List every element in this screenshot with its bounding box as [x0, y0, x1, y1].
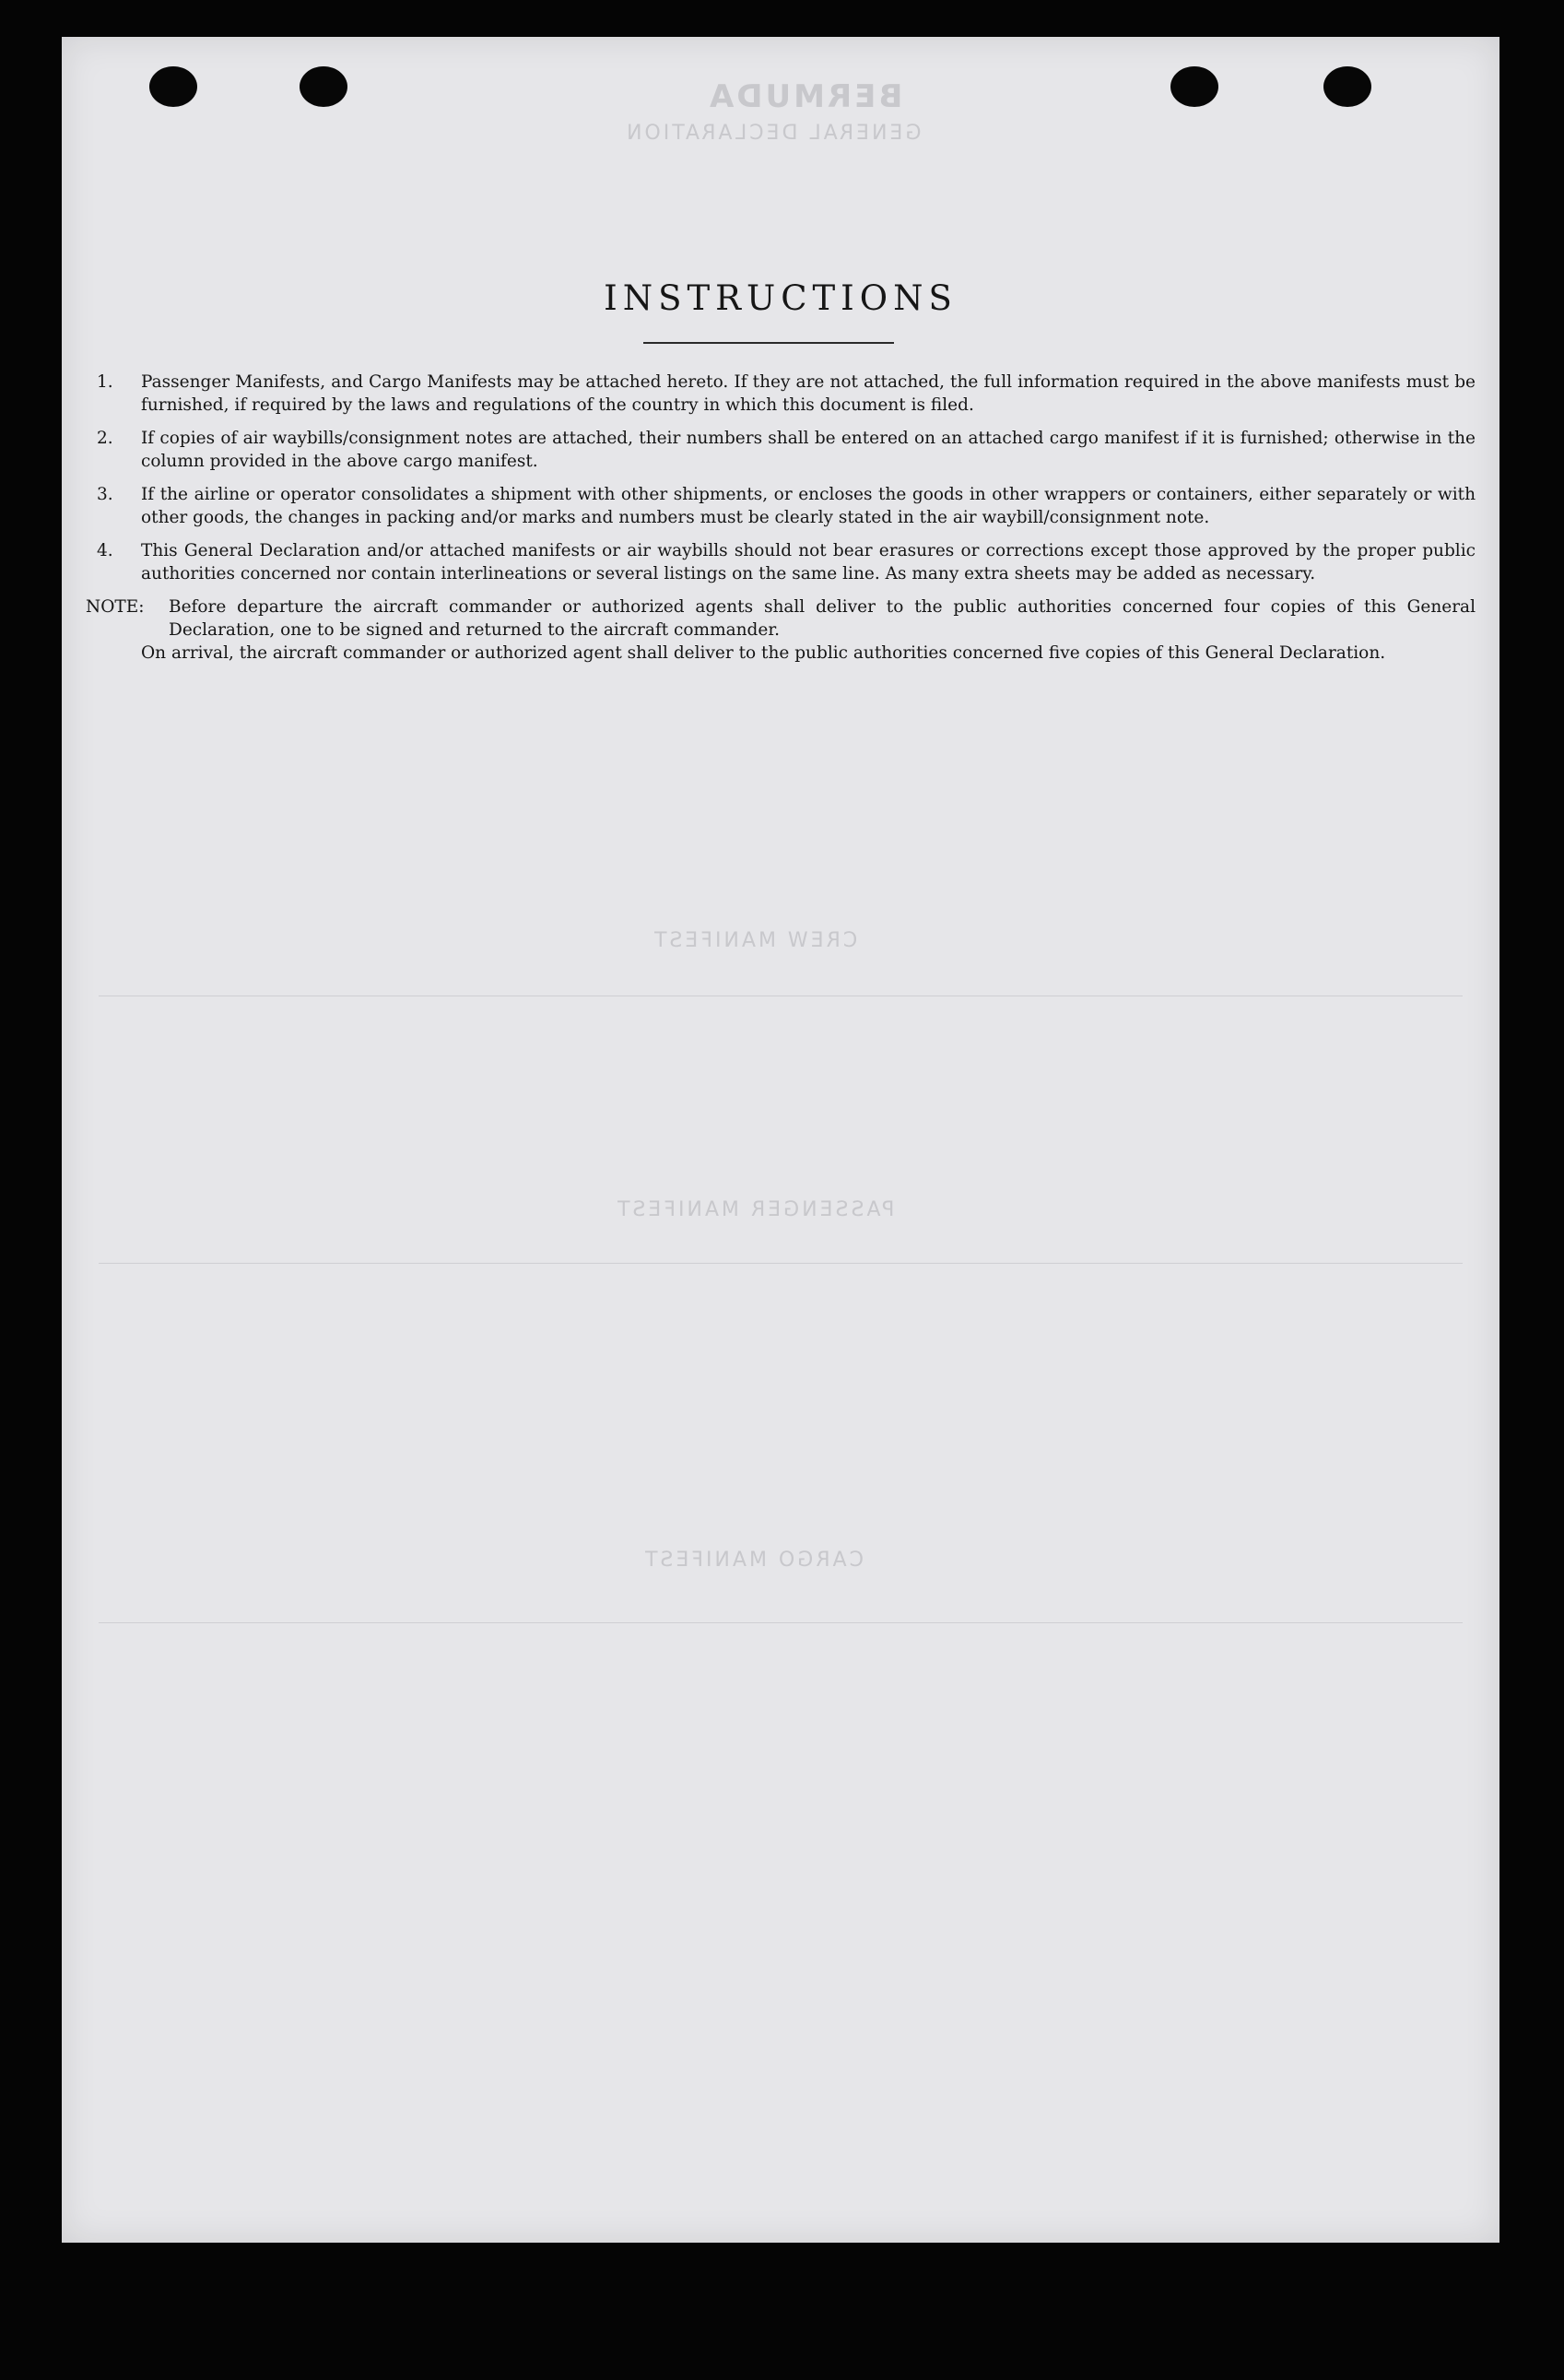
show-through-subtitle: GENERAL DECLARATION	[624, 122, 922, 145]
title-underline	[643, 342, 894, 344]
item-text: This General Declaration and/or attached manifests or air waybills should not bear erasures or corrections except those approved by the proper public authorities concerned nor contain interlineations or several listings on the same line. As many extra sheets may be added as necessary.	[141, 541, 1476, 583]
item-text: If the airline or operator consolidates a shipment with other shipments, or encloses the goods in other wrappers or containers, either separately or with other goods, the changes in packing and/or marks and numbers must be clearly stated in the air waybill/consignment note.	[141, 485, 1476, 527]
note-label: NOTE:	[86, 597, 145, 617]
instruction-item	[86, 539, 1476, 585]
punch-hole-3	[1170, 66, 1218, 107]
show-through-title: BERMUDA	[707, 78, 903, 115]
item-text: Passenger Manifests, and Cargo Manifests may be attached hereto. If they are not attached, the full information required in the above manifests must be furnished, if required by the laws and regulations of the country in which this document is filed.	[141, 372, 1476, 415]
item-text: If copies of air waybills/consignment notes are attached, their numbers shall be entered on an attached cargo manifest if it is furnished; otherwise in the column provided in the above cargo manifest.	[141, 429, 1476, 471]
punch-hole-1	[149, 66, 197, 107]
instruction-item	[86, 483, 1476, 529]
instructions-list	[86, 371, 1476, 665]
punch-hole-4	[1323, 66, 1371, 107]
page-title: INSTRUCTIONS	[604, 278, 958, 318]
note-para-departure: Before departure the aircraft commander or authorized agents shall deliver to the public authorities concerned four copies of this General Declaration, one to be signed and returned to the aircraft commander.	[169, 597, 1476, 640]
show-through-rule	[99, 1263, 1463, 1264]
show-through-rule	[99, 1622, 1463, 1623]
note-block	[86, 595, 1476, 642]
item-number: 3.	[97, 485, 113, 504]
show-through-crew: CREW MANIFEST	[652, 929, 858, 952]
instruction-item	[86, 427, 1476, 473]
item-number: 1.	[97, 372, 113, 392]
item-number: 4.	[97, 541, 113, 560]
show-through-cargo: CARGO MANIFEST	[642, 1549, 864, 1572]
instruction-item	[86, 371, 1476, 417]
item-number: 2.	[97, 429, 113, 448]
document-page	[62, 37, 1499, 2243]
show-through-passenger: PASSENGER MANIFEST	[615, 1198, 895, 1221]
note-para-arrival: On arrival, the aircraft commander or authorized agent shall deliver to the public authorities concerned five copies of this General Declaration.	[141, 643, 1386, 663]
punch-hole-2	[300, 66, 347, 107]
